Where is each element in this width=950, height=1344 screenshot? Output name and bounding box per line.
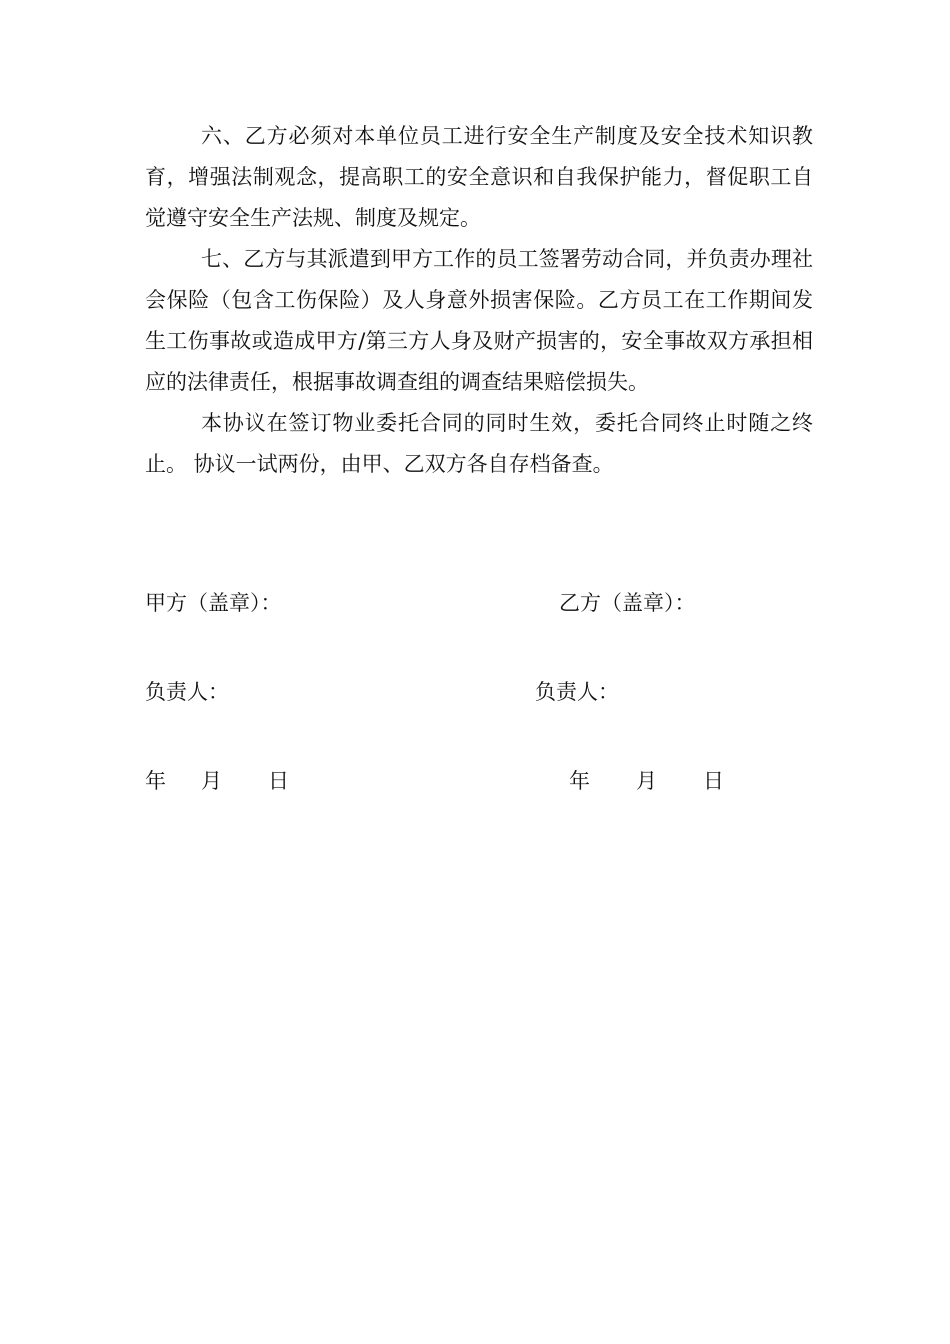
party-b-date-day: 日 <box>703 769 724 793</box>
party-a-date-month: 月 <box>201 769 222 793</box>
effective-clause: 本协议在签订物业委托合同的同时生效，委托合同终止时随之终止。 协议一试两份，由甲、乙双方各自存档备查。 <box>145 411 813 476</box>
agreement-body <box>145 116 813 485</box>
party-b-date-month: 月 <box>636 769 657 793</box>
party-a-date-day: 日 <box>268 769 289 793</box>
party-b-seal-label: 乙方（盖章）： <box>559 591 696 615</box>
party-b-responsible-label: 负责人： <box>535 680 619 704</box>
party-a-responsible-label: 负责人： <box>145 680 229 704</box>
party-a-seal-label: 甲方（盖章）： <box>145 591 282 615</box>
party-b-date-year: 年 <box>569 769 590 793</box>
clause-seven: 七、乙方与其派遣到甲方工作的员工签署劳动合同，并负责办理社会保险（包含工伤保险）及人身意外损害保险。乙方员工在工作期间发生工伤事故或造成甲方/第三方人身及财产损害的，安全事故双方承担相应的法律责任，根据事故调查组的调查结果赔偿损失。 <box>145 247 813 394</box>
party-a-date-year: 年 <box>145 769 166 793</box>
clause-six: 六、乙方必须对本单位员工进行安全生产制度及安全技术知识教育，增强法制观念，提高职工的安全意识和自我保护能力，督促职工自觉遵守安全生产法规、制度及规定。 <box>145 124 813 230</box>
